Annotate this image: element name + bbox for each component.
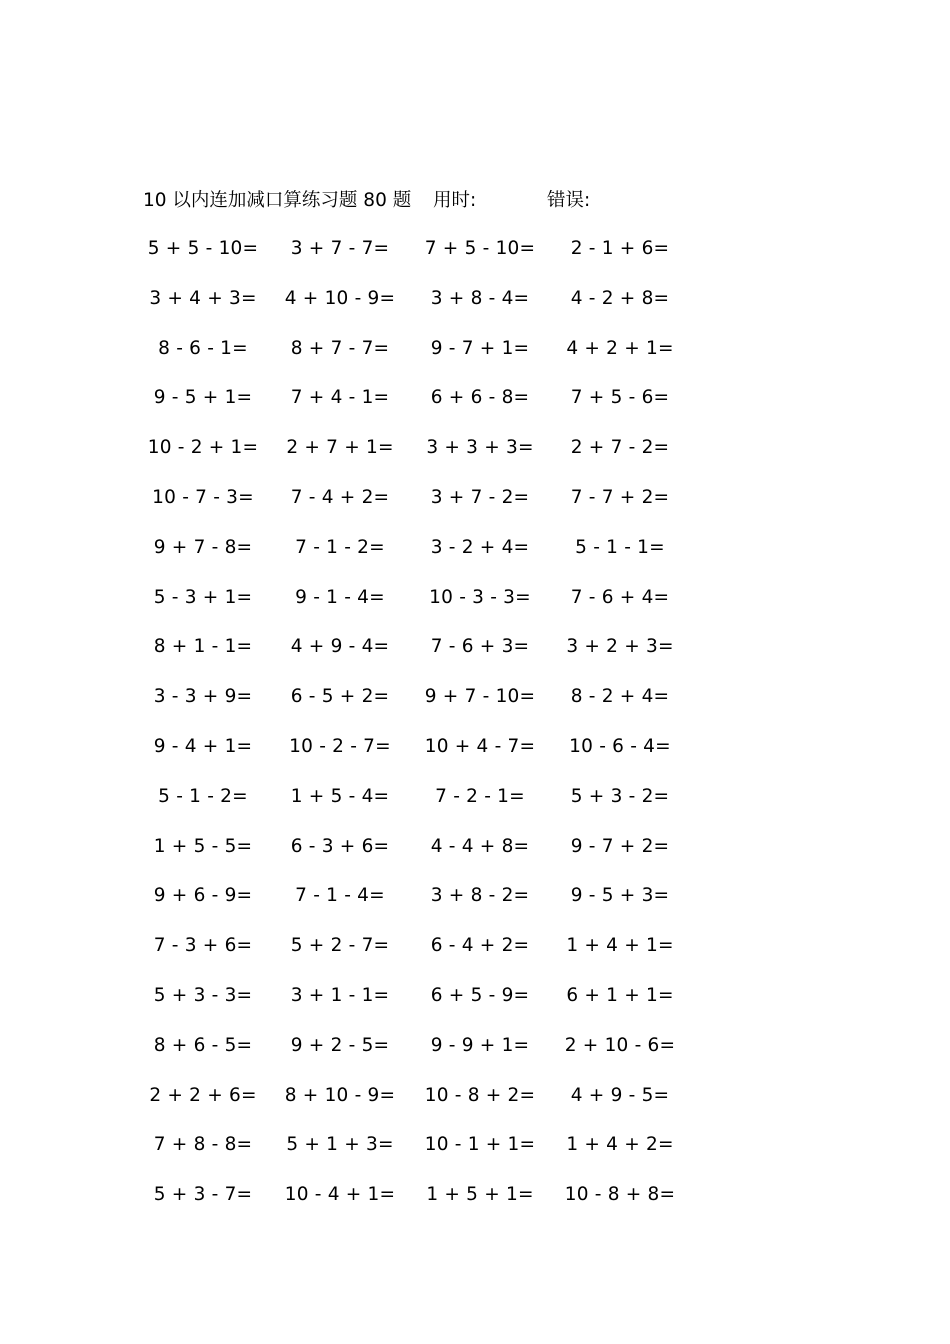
- problem-cell: 3 - 2 + 4=: [430, 536, 530, 558]
- problem-cell: 6 - 5 + 2=: [290, 686, 390, 708]
- error-label: 错误:: [547, 190, 591, 211]
- problem-cell: 3 + 2 + 3=: [566, 636, 674, 658]
- problem-cell: 9 - 5 + 3=: [570, 885, 670, 907]
- problem-cell: 6 - 3 + 6=: [290, 835, 390, 857]
- problem-cell: 2 + 7 + 1=: [286, 437, 394, 459]
- problem-row: [0, 880, 950, 930]
- problem-row: [0, 1179, 950, 1229]
- worksheet-title: 10 以内连加减口算练习题 80 题: [143, 190, 412, 211]
- problem-cell: 5 - 1 - 1=: [575, 536, 665, 558]
- problem-cell: 7 - 1 - 2=: [295, 536, 385, 558]
- problem-cell: 10 - 6 - 4=: [569, 735, 671, 757]
- problem-cell: 10 - 7 - 3=: [152, 486, 254, 508]
- problem-cell: 8 + 7 - 7=: [290, 337, 390, 359]
- problem-row: [0, 532, 950, 582]
- problem-cell: 6 + 1 + 1=: [566, 984, 674, 1006]
- problem-cell: 10 - 8 + 2=: [424, 1084, 536, 1106]
- problem-cell: 9 + 7 - 8=: [153, 536, 253, 558]
- problem-cell: 3 + 7 - 7=: [290, 238, 390, 259]
- problem-cell: 4 + 9 - 5=: [570, 1084, 670, 1106]
- problem-cell: 5 + 1 + 3=: [286, 1134, 394, 1156]
- problem-cell: 10 - 2 + 1=: [147, 437, 259, 459]
- problem-row: [0, 482, 950, 532]
- problem-row: [0, 831, 950, 881]
- problem-cell: 4 + 9 - 4=: [290, 636, 390, 658]
- problem-cell: 3 - 3 + 9=: [153, 686, 253, 708]
- problem-cell: 7 - 6 + 3=: [430, 636, 530, 658]
- problem-cell: 7 - 3 + 6=: [153, 935, 253, 957]
- problem-cell: 8 + 1 - 1=: [153, 636, 253, 658]
- problem-cell: 2 + 2 + 6=: [149, 1084, 257, 1106]
- problem-cell: 9 - 7 + 2=: [570, 835, 670, 857]
- problem-cell: 8 - 6 - 1=: [158, 337, 248, 359]
- problem-row: [0, 781, 950, 831]
- problem-cell: 7 + 8 - 8=: [153, 1134, 253, 1156]
- problem-row: [0, 582, 950, 632]
- problem-cell: 9 - 4 + 1=: [153, 735, 253, 757]
- problem-cell: 5 - 3 + 1=: [153, 586, 253, 608]
- problem-cell: 6 - 4 + 2=: [430, 935, 530, 957]
- problem-cell: 3 + 4 + 3=: [149, 287, 257, 309]
- problem-cell: 10 - 1 + 1=: [424, 1134, 536, 1156]
- problem-cell: 7 - 4 + 2=: [290, 486, 390, 508]
- problem-cell: 5 + 3 - 7=: [153, 1184, 253, 1206]
- problem-cell: 4 - 4 + 8=: [430, 835, 530, 857]
- problem-row: [0, 333, 950, 383]
- problem-row: [0, 980, 950, 1030]
- problem-row: [0, 382, 950, 432]
- problem-cell: 7 - 6 + 4=: [570, 586, 670, 608]
- problem-cell: 8 + 10 - 9=: [284, 1084, 396, 1106]
- problem-grid: [0, 233, 950, 1229]
- problem-cell: 10 - 8 + 8=: [564, 1184, 676, 1206]
- problem-cell: 1 + 4 + 2=: [566, 1134, 674, 1156]
- problem-cell: 9 - 7 + 1=: [430, 337, 530, 359]
- problem-row: [0, 1129, 950, 1179]
- problem-cell: 6 + 6 - 8=: [430, 387, 530, 409]
- problem-cell: 8 - 2 + 4=: [570, 686, 670, 708]
- problem-row: [0, 432, 950, 482]
- problem-cell: 7 - 2 - 1=: [435, 785, 525, 807]
- problem-cell: 2 + 7 - 2=: [570, 437, 670, 459]
- problem-cell: 5 + 2 - 7=: [290, 935, 390, 957]
- problem-cell: 7 + 4 - 1=: [290, 387, 390, 409]
- problem-cell: 1 + 5 - 4=: [290, 785, 390, 807]
- problem-cell: 5 + 3 - 2=: [570, 785, 670, 807]
- problem-cell: 5 - 1 - 2=: [158, 785, 248, 807]
- problem-cell: 9 - 1 - 4=: [295, 586, 385, 608]
- problem-cell: 3 + 3 + 3=: [426, 437, 534, 459]
- problem-row: [0, 631, 950, 681]
- problem-cell: 1 + 4 + 1=: [566, 935, 674, 957]
- problem-cell: 5 + 5 - 10=: [147, 238, 259, 259]
- problem-cell: 3 + 8 - 4=: [430, 287, 530, 309]
- time-label: 用时:: [433, 190, 477, 211]
- problem-row: [0, 681, 950, 731]
- problem-cell: 6 + 5 - 9=: [430, 984, 530, 1006]
- problem-row: [0, 233, 950, 283]
- problem-row: [0, 1080, 950, 1130]
- problem-cell: 2 + 10 - 6=: [564, 1034, 676, 1056]
- problem-cell: 9 - 9 + 1=: [430, 1034, 530, 1056]
- problem-row: [0, 731, 950, 781]
- problem-cell: 7 - 1 - 4=: [295, 885, 385, 907]
- problem-cell: 4 + 2 + 1=: [566, 337, 674, 359]
- problem-cell: 10 - 3 - 3=: [429, 586, 531, 608]
- problem-cell: 3 + 8 - 2=: [430, 885, 530, 907]
- problem-row: [0, 930, 950, 980]
- problem-cell: 10 - 4 + 1=: [284, 1184, 396, 1206]
- problem-cell: 7 + 5 - 6=: [570, 387, 670, 409]
- problem-cell: 1 + 5 + 1=: [426, 1184, 534, 1206]
- problem-cell: 7 + 5 - 10=: [424, 238, 536, 259]
- problem-row: [0, 283, 950, 333]
- problem-cell: 5 + 3 - 3=: [153, 984, 253, 1006]
- problem-cell: 4 - 2 + 8=: [570, 287, 670, 309]
- problem-cell: 9 - 5 + 1=: [153, 387, 253, 409]
- problem-cell: 10 - 2 - 7=: [289, 735, 391, 757]
- problem-cell: 3 + 7 - 2=: [430, 486, 530, 508]
- problem-cell: 9 + 2 - 5=: [290, 1034, 390, 1056]
- problem-cell: 10 + 4 - 7=: [424, 735, 536, 757]
- problem-cell: 9 + 7 - 10=: [424, 686, 536, 708]
- problem-cell: 1 + 5 - 5=: [153, 835, 253, 857]
- problem-row: [0, 1030, 950, 1080]
- problem-cell: 7 - 7 + 2=: [570, 486, 670, 508]
- problem-cell: 4 + 10 - 9=: [284, 287, 396, 309]
- problem-cell: 2 - 1 + 6=: [570, 238, 670, 259]
- problem-cell: 9 + 6 - 9=: [153, 885, 253, 907]
- problem-cell: 3 + 1 - 1=: [290, 984, 390, 1006]
- problem-cell: 8 + 6 - 5=: [153, 1034, 253, 1056]
